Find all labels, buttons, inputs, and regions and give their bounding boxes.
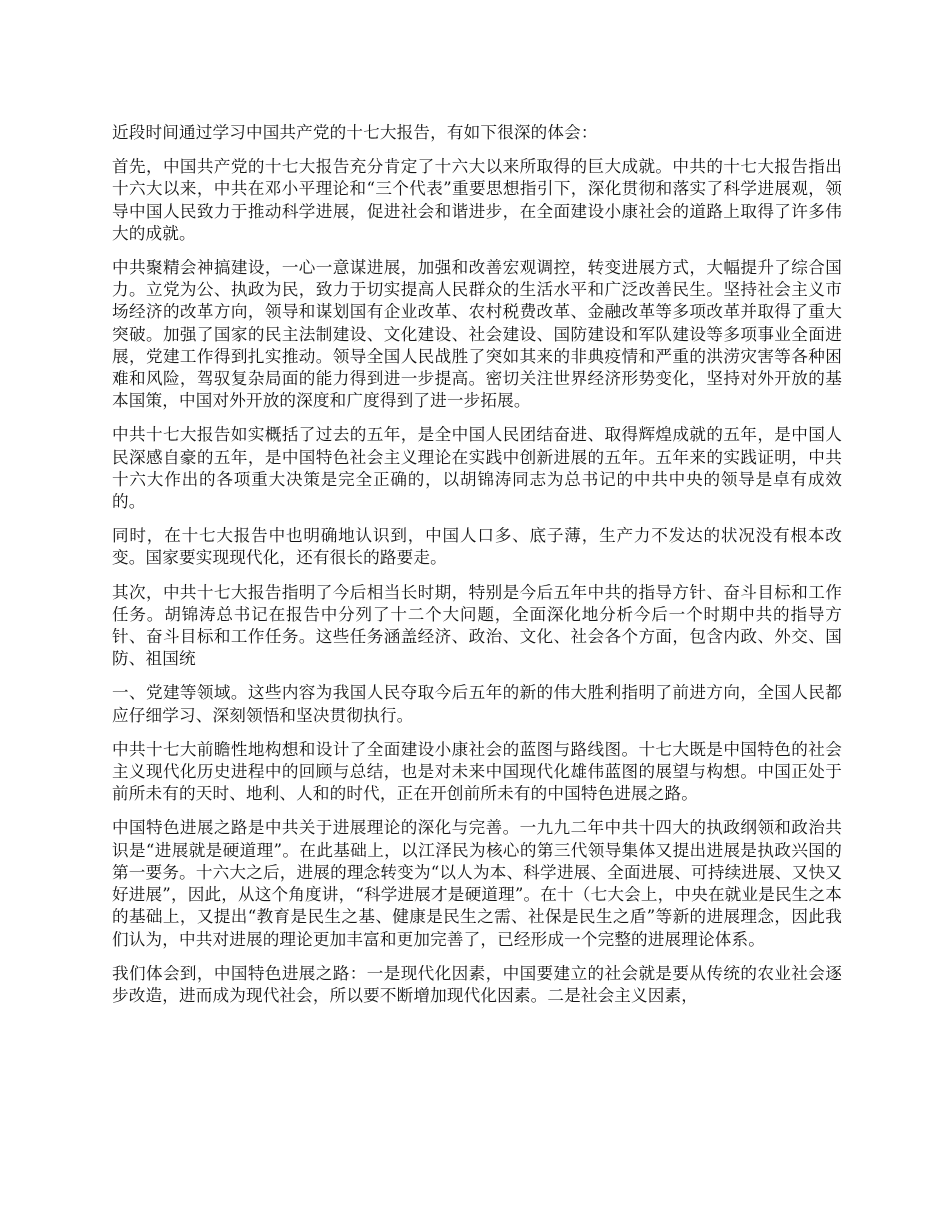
paragraph-intro: 近段时间通过学习中国共产党的十七大报告，有如下很深的体会：: [112, 123, 598, 142]
paragraph-party-building: 一、党建等领域。这些内容为我国人民夺取今后五年的新的伟大胜利指明了前进方向，全国人民都应仔细学习、深刻领悟和坚决贯彻执行。: [112, 683, 842, 725]
paragraph-achievements: 首先，中国共产党的十七大报告充分肯定了十六大以来所取得的巨大成就。中共的十七大报告指出十六大以来，中共在邓小平理论和“三个代表”重要思想指引下，深化贯彻和落实了科学进展观，领导中国人民致力于推动科学进展，促进社会和谐进步，在全面建设小康社会的道路上取得了许多伟大的成就。: [112, 157, 842, 243]
paragraph-development-path: 中国特色进展之路是中共关于进展理论的深化与完善。一九九二年中共十四大的执政纲领和政治共识是“进展就是硬道理”。在此基础上，以江泽民为核心的第三代领导集体又提出进展是执政兴国的第一要务。十六大之后，进展的理念转变为“以人为本、科学进展、全面进展、可持续进展、又快又好进展”，因此，从这个角度讲，“科学进展才是硬道理”。在十（七大会上，中央在就业是民生之本的基础上，又提出“教育是民生之基、健康是民生之需、社保是民生之盾”等新的进展理念，因此我们认为，中共对进展的理论更加丰富和更加完善了，已经形成一个完整的进展理论体系。: [112, 818, 842, 949]
paragraph-challenges: 同时，在十七大报告中也明确地认识到，中国人口多、底子薄，生产力不发达的状况没有根本改变。国家要实现现代化，还有很长的路要走。: [112, 526, 842, 568]
paragraph-guidelines: 其次，中共十七大报告指明了今后相当长时期，特别是今后五年中共的指导方针、奋斗目标和工作任务。胡锦涛总书记在报告中分列了十二个大问题，全面深化地分析今后一个时期中共的指导方针、奋斗目标和工作任务。这些任务涵盖经济、政治、文化、社会各个方面，包含内政、外交、国防、祖国统: [112, 582, 842, 669]
paragraph-blueprint: 中共十七大前瞻性地构想和设计了全面建设小康社会的蓝图与路线图。十七大既是中国特色的社会主义现代化历史进程中的回顾与总结，也是对未来中国现代化雄伟蓝图的展望与构想。中国正处于前所未有的天时、地利、人和的时代，正在开创前所未有的中国特色进展之路。: [112, 739, 842, 804]
document-body: [112, 122, 842, 1019]
paragraph-factors: 我们体会到，中国特色进展之路：一是现代化因素，中国要建立的社会就是要从传统的农业社会逐步改造，进而成为现代社会，所以要不断增加现代化因素。二是社会主义因素，: [112, 963, 842, 1005]
paragraph-five-years: 中共十七大报告如实概括了过去的五年，是全中国人民团结奋进、取得辉煌成就的五年，是中国人民深感自豪的五年，是中国特色社会主义理论在实践中创新进展的五年。五年来的实践证明，中共十六大作出的各项重大决策是完全正确的，以胡锦涛同志为总书记的中共中央的领导是卓有成效的。: [112, 425, 842, 512]
paragraph-construction: 中共聚精会神搞建设，一心一意谋进展，加强和改善宏观调控，转变进展方式，大幅提升了综合国力。立党为公、执政为民，致力于切实提高人民群众的生活水平和广泛改善民生。坚持社会主义市场经济的改革方向，领导和谋划国有企业改革、农村税费改革、金融改革等多项改革并取得了重大突破。加强了国家的民主法制建设、文化建设、社会建设、国防建设和军队建设等多项事业全面进展，党建工作得到扎实推动。领导全国人民战胜了突如其来的非典疫情和严重的洪涝灾害等各种困难和风险，驾驭复杂局面的能力得到进一步提高。密切关注世界经济形势变化，坚持对外开放的基本国策，中国对外开放的深度和广度得到了进一步拓展。: [112, 258, 842, 411]
